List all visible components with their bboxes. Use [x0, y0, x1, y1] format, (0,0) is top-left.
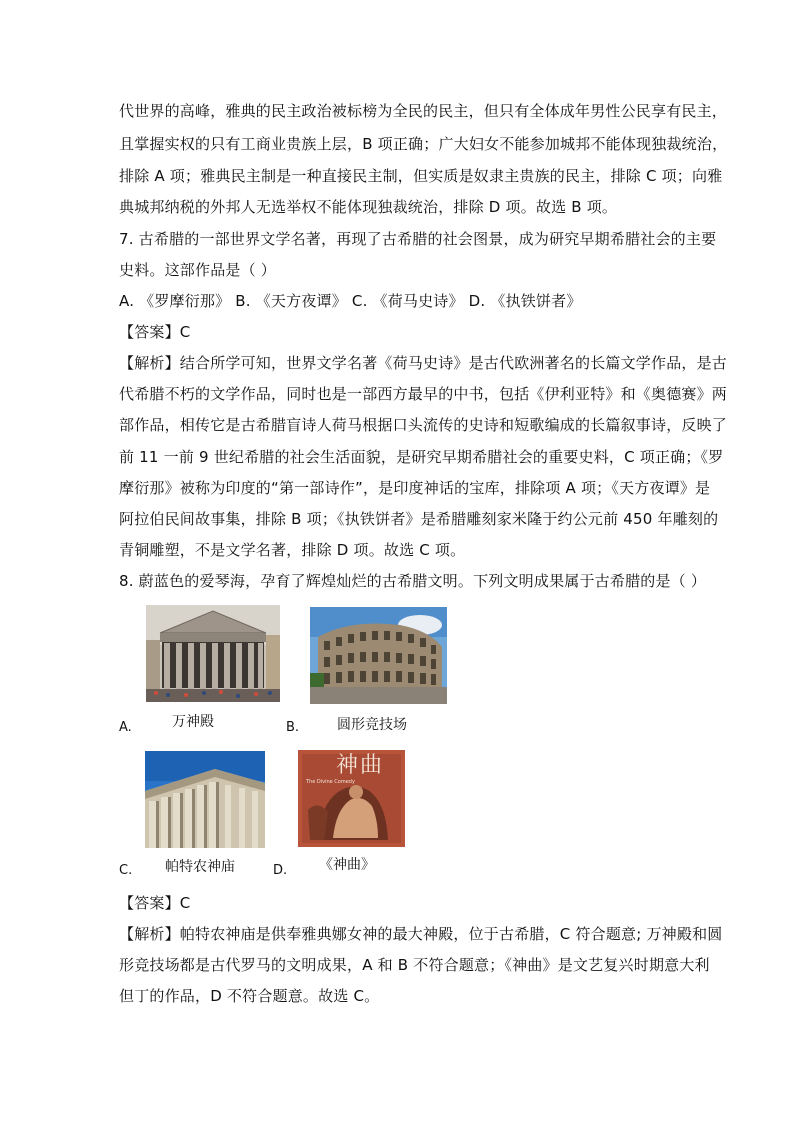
explanation-7: 【解析】结合所学可知，世界文学名著《荷马史诗》是古代欧洲著名的长篇文学作品，是古: [119, 354, 728, 372]
parthenon-image: [145, 751, 265, 848]
cover-subtitle: The Divine Comedy: [306, 779, 355, 785]
explanation-8: 但丁的作品，D 不符合题意。故选 C。: [119, 987, 380, 1005]
explanation-7: 部作品，相传它是古希腊盲诗人荷马根据口头流传的史诗和短歌编成的长篇叙事诗，反映了: [119, 416, 728, 434]
colosseum-image: [310, 607, 447, 704]
text-line: 且掌握实权的只有工商业贵族上层，B 项正确；广大妇女不能参加城邦不能体现独裁统治，: [119, 135, 728, 153]
option-c-caption: 帕特农神庙: [165, 859, 235, 875]
answer-7: 【答案】C: [119, 323, 191, 341]
explanation-8: 【解析】帕特农神庙是供奉雅典娜女神的最大神殿，位于古希腊，C 符合题意; 万神殿和圆: [119, 925, 723, 943]
option-b-letter: B.: [286, 720, 300, 735]
pantheon-image: [146, 605, 280, 702]
text-line: 代世界的高峰，雅典的民主政治被标榜为全民的民主，但只有全体成年男性公民享有民主，: [119, 102, 728, 120]
text-line: 排除 A 项；雅典民主制是一种直接民主制，但实质是奴隶主贵族的民主，排除 C 项；向雅: [119, 167, 723, 185]
explanation-7: 前 11 一前 9 世纪希腊的社会生活面貌，是研究早期希腊社会的重要史料，C 项正确；《罗: [119, 448, 724, 466]
option-c-letter: C.: [119, 863, 133, 878]
explanation-7: 摩衍那》被称为印度的“第一部诗作”，是印度神话的宝库，排除项 A 项；《天方夜谭》是: [119, 479, 711, 497]
cover-title: 神曲: [336, 753, 385, 778]
question-7: 7. 古希腊的一部世界文学名著，再现了古希腊的社会图景，成为研究早期希腊社会的主要: [119, 230, 717, 248]
option-d-caption: 《神曲》: [319, 857, 375, 873]
text-line: 典城邦纳税的外邦人无选举权不能体现独裁统治，排除 D 项。故选 B 项。: [119, 198, 618, 216]
question-7: 史料。这部作品是（ ）: [119, 261, 276, 279]
explanation-7: 阿拉伯民间故事集，排除 B 项；《执铁饼者》是希腊雕刻家米隆于约公元前 450 年雕刻的: [119, 510, 719, 528]
explanation-7: 青铜雕塑，不是文学名著，排除 D 项。故选 C 项。: [119, 541, 466, 559]
question-7-options: A. 《罗摩衍那》 B. 《天方夜谭》 C. 《荷马史诗》 D. 《执铁饼者》: [119, 292, 582, 310]
option-b-caption: 圆形竞技场: [337, 717, 407, 733]
option-d-letter: D.: [273, 863, 288, 878]
explanation-8: 形竞技场都是古代罗马的文明成果，A 和 B 不符合题意；《神曲》是文艺复兴时期意大利: [119, 956, 710, 974]
option-a-letter: A.: [119, 720, 132, 735]
explanation-7: 代希腊不朽的文学作品，同时也是一部西方最早的中书，包括《伊利亚特》和《奥德赛》两: [119, 385, 728, 403]
divine-comedy-cover-image: [298, 750, 405, 847]
question-8: 8. 蔚蓝色的爱琴海，孕育了辉煌灿烂的古希腊文明。下列文明成果属于古希腊的是（ ）: [119, 572, 707, 590]
answer-8: 【答案】C: [119, 894, 191, 912]
option-a-caption: 万神殿: [172, 714, 214, 730]
